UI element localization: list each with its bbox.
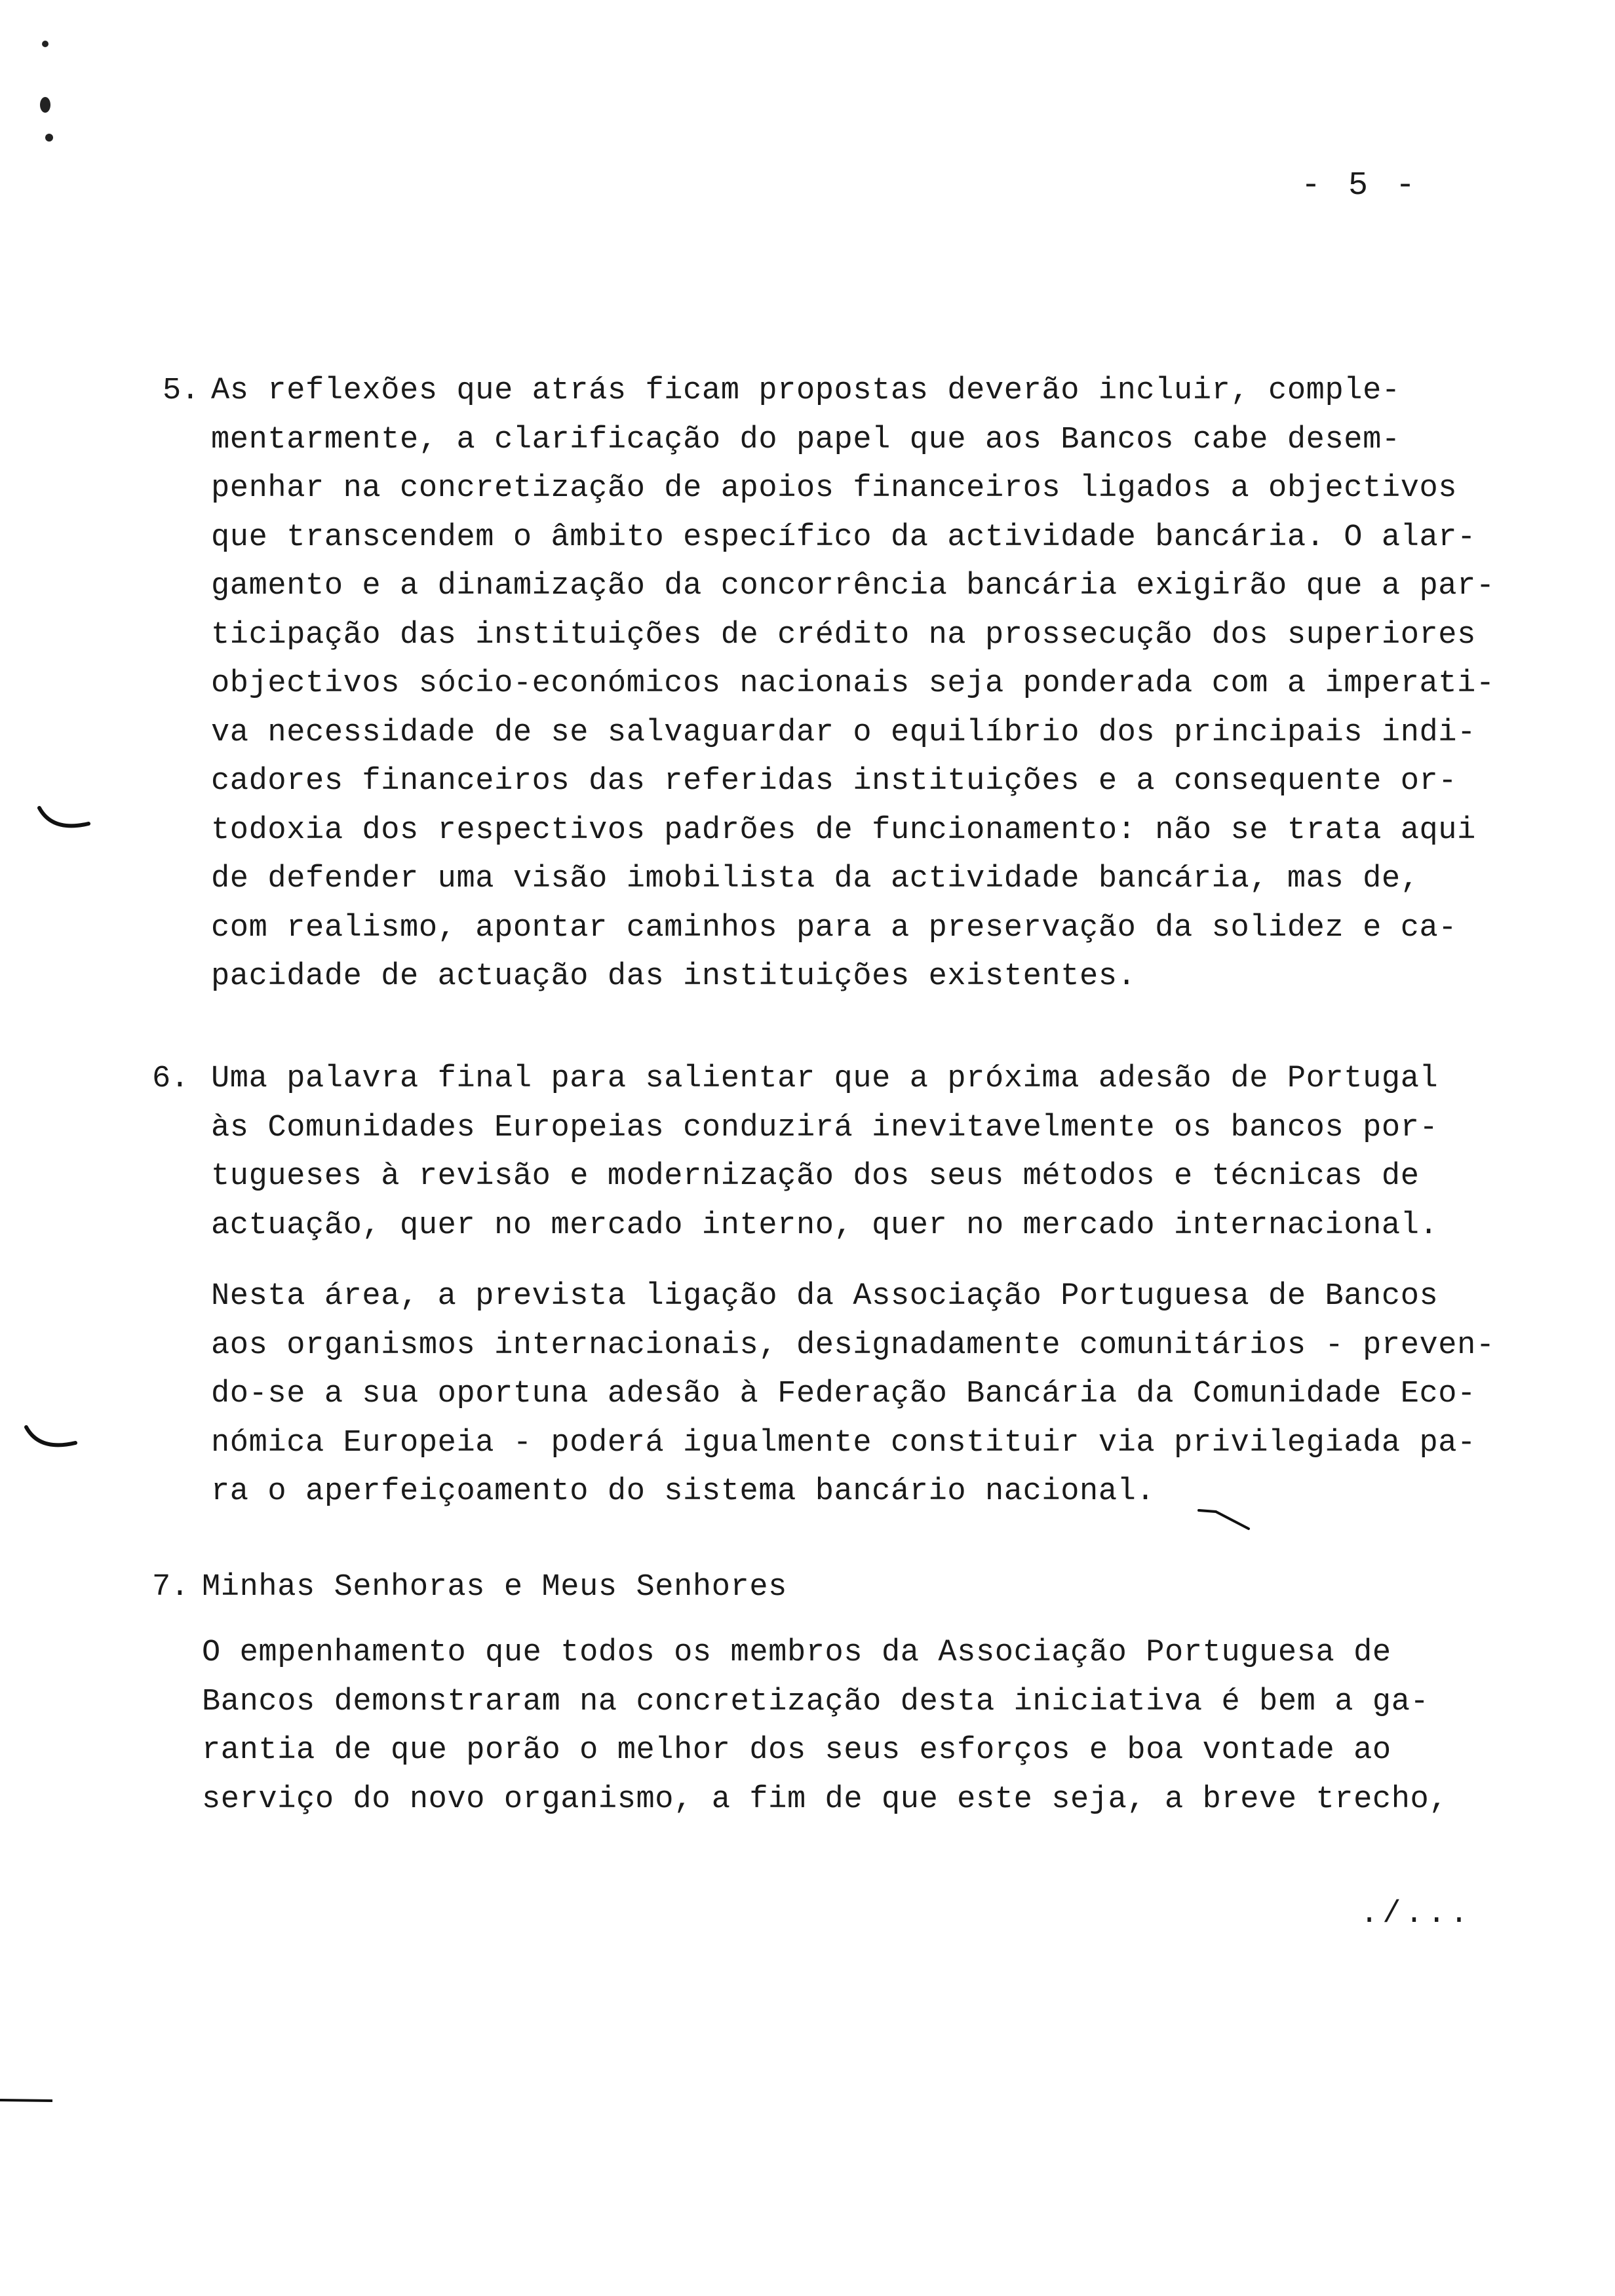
- text-line: penhar na concretização de apoios financeiros ligados a objectivos: [211, 471, 1458, 506]
- section-7-number: 7.: [152, 1570, 189, 1605]
- text-line: gamento e a dinamização da concorrência bancária exigirão que a par-: [211, 569, 1495, 603]
- text-line: serviço do novo organismo, a fim de que este seja, a breve trecho,: [202, 1782, 1449, 1817]
- text-line: Uma palavra final para salientar que a próxima adesão de Portugal: [211, 1062, 1439, 1096]
- text-line: O empenhamento que todos os membros da Associação Portuguesa de: [202, 1636, 1391, 1670]
- text-line: va necessidade de se salvaguardar o equilíbrio dos principais indi-: [211, 715, 1476, 750]
- section-6-paragraph-2: [211, 1272, 1495, 1517]
- text-line: ra o aperfeiçoamento do sistema bancário nacional.: [211, 1474, 1156, 1509]
- text-line: nómica Europeia - poderá igualmente constituir via privilegiada pa-: [211, 1425, 1476, 1461]
- text-line: aos organismos internacionais, designadamente comunitários - preven-: [211, 1328, 1495, 1363]
- text-line: Bancos demonstraram na concretização desta iniciativa é bem a ga-: [202, 1684, 1430, 1719]
- text-line: As reflexões que atrás ficam propostas deverão incluir, comple-: [211, 373, 1401, 408]
- text-line: mentarmente, a clarificação do papel que aos Bancos cabe desem-: [211, 422, 1401, 457]
- margin-line-mark: [0, 2094, 59, 2107]
- text-line: às Comunidades Europeias conduzirá inevitavelmente os bancos por-: [211, 1110, 1439, 1145]
- end-stroke-mark: [1196, 1504, 1255, 1537]
- text-line: tugueses à revisão e modernização dos seus métodos e técnicas de: [211, 1159, 1420, 1194]
- text-line: com realismo, apontar caminhos para a preservação da solidez e ca-: [211, 910, 1458, 946]
- text-line: Nesta área, a prevista ligação da Associação Portuguesa de Bancos: [211, 1279, 1439, 1314]
- margin-curve-mark: [23, 1422, 82, 1461]
- continuation-mark: ./...: [1360, 1897, 1473, 1932]
- text-line: pacidade de actuação das instituições existentes.: [211, 959, 1137, 994]
- section-heading: Minhas Senhoras e Meus Senhores: [202, 1570, 787, 1605]
- margin-curve-mark: [36, 803, 95, 842]
- text-line: de defender uma visão imobilista da actividade bancária, mas de,: [211, 862, 1420, 896]
- text-line: rantia de que porão o melhor dos seus esforços e boa vontade ao: [202, 1733, 1391, 1768]
- section-7-heading: [202, 1563, 787, 1613]
- section-7-paragraph: [202, 1629, 1448, 1824]
- page-number: - 5 -: [1301, 167, 1420, 204]
- text-line: ticipação das instituições de crédito na prossecução dos superiores: [211, 617, 1476, 653]
- margin-dots-mark: [36, 36, 62, 154]
- text-line: que transcendem o âmbito específico da actividade bancária. O alar-: [211, 520, 1476, 555]
- text-line: actuação, quer no mercado interno, quer no mercado internacional.: [211, 1208, 1439, 1243]
- text-line: do-se a sua oportuna adesão à Federação Bancária da Comunidade Eco-: [211, 1377, 1476, 1411]
- section-6-paragraph-1: [211, 1055, 1438, 1250]
- text-line: objectivos sócio-económicos nacionais seja ponderada com a imperati-: [211, 666, 1495, 701]
- text-line: todoxia dos respectivos padrões de funcionamento: não se trata aqui: [211, 813, 1476, 848]
- section-6-number: 6.: [152, 1062, 189, 1096]
- section-5-number: 5.: [163, 373, 200, 408]
- text-line: cadores financeiros das referidas instituições e a consequente or-: [211, 764, 1458, 799]
- section-5-paragraph: [211, 367, 1495, 1002]
